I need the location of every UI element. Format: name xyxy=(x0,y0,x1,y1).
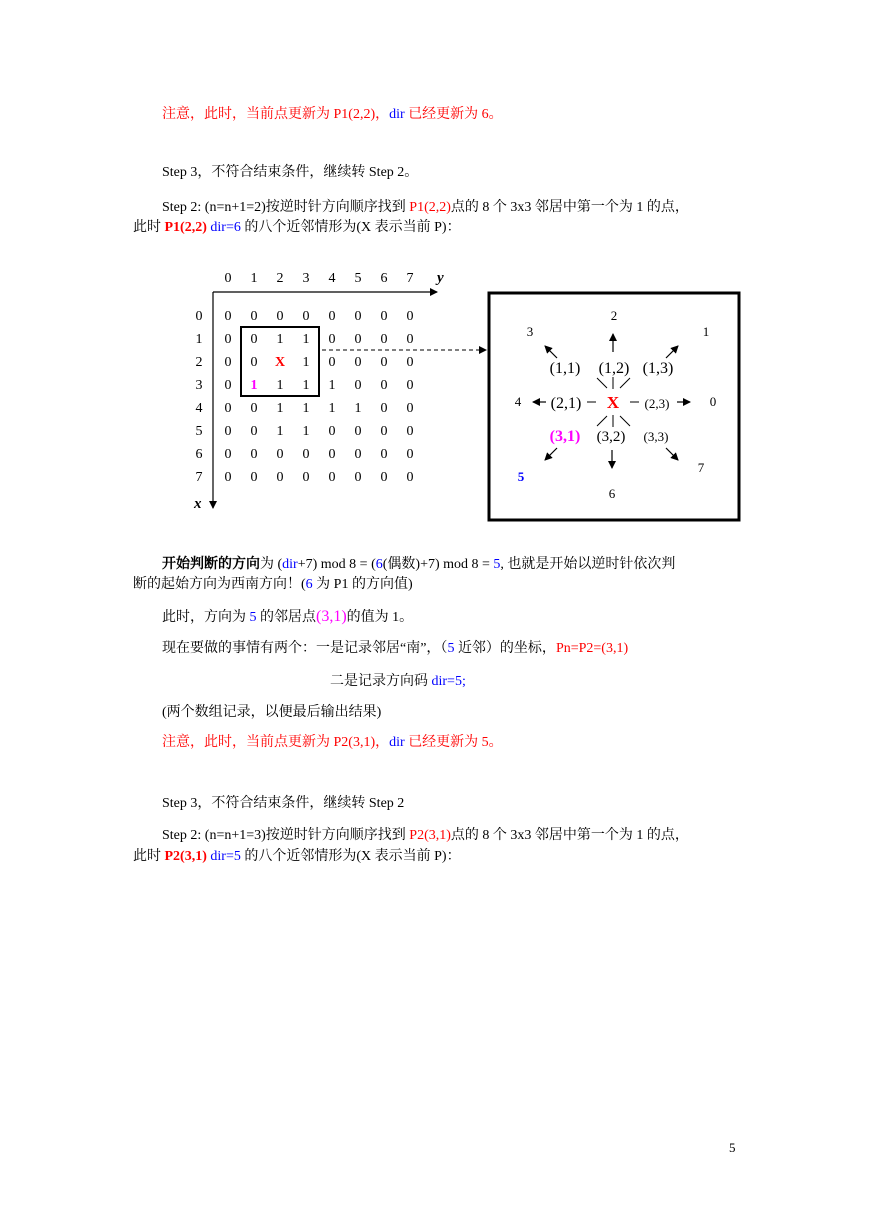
step3-line-2: Step 3，不符合结束条件，继续转 Step 2 xyxy=(162,796,405,811)
grid-cell: 0 xyxy=(406,378,414,393)
grid-cell: 0 xyxy=(380,378,388,393)
grid-cell-current: X xyxy=(274,355,286,370)
dir-4: 4 xyxy=(514,394,522,409)
note-line-1: 注意，此时，当前点更新为 P1(2,2)，dir 已经更新为 6。 xyxy=(162,107,503,122)
step2-line-2: 此时 P1(2,2) dir=6 的八个近邻情形为(X 表示当前 P)： xyxy=(133,220,461,235)
grid-cell: 0 xyxy=(328,332,336,347)
grid-cell: 0 xyxy=(380,355,388,370)
grid-cell: 0 xyxy=(380,332,388,347)
step2-line-1: Step 2: (n=n+1=2)按逆时针方向顺序找到 P1(2,2)点的 8 个 3x3 邻居中第一个为 1 的点， xyxy=(162,200,689,215)
dir-0: 0 xyxy=(709,394,717,409)
dir-2: 2 xyxy=(610,308,618,323)
todo-line-1: 现在要做的事情有两个：一是记录邻居“南”，（5 近邻）的坐标，Pn=P2=(3,1) xyxy=(162,641,629,656)
grid-cell: 1 xyxy=(302,378,310,393)
arrow-dir-7 xyxy=(666,448,678,460)
grid-cell: 1 xyxy=(354,401,362,416)
row-label: 1 xyxy=(195,332,203,347)
grid-cell: 0 xyxy=(250,470,258,485)
y-axis-label: y xyxy=(437,270,444,286)
col-label: 5 xyxy=(354,271,362,286)
grid-cell: 0 xyxy=(250,309,258,324)
neighbor-2-1: (2,1) xyxy=(550,395,582,412)
grid-cell: 0 xyxy=(380,447,388,462)
arrow-dir-1 xyxy=(666,346,678,358)
grid-cell: 0 xyxy=(224,378,232,393)
grid-cell: 0 xyxy=(380,470,388,485)
grid-cell: 0 xyxy=(328,447,336,462)
neighbor-1-1: (1,1) xyxy=(549,360,581,377)
center-x: X xyxy=(606,393,620,412)
grid-cell: 0 xyxy=(302,447,310,462)
grid-cell: 0 xyxy=(406,401,414,416)
note-text: 注意，此时，当前点更新为 P1(2,2)， xyxy=(162,107,390,122)
grid-cell: 0 xyxy=(354,424,362,439)
grid-cell: 1 xyxy=(276,378,284,393)
arrays-note-line: (两个数组记录，以便最后输出结果) xyxy=(162,705,382,720)
grid-cell: 0 xyxy=(224,355,232,370)
neighbor-1-2: (1,2) xyxy=(598,360,630,377)
row-label: 6 xyxy=(195,447,203,462)
grid-cell: 0 xyxy=(276,447,284,462)
grid-cell: 1 xyxy=(276,401,284,416)
dir-7: 7 xyxy=(697,460,705,475)
dir-1: 1 xyxy=(702,324,710,339)
grid-diagram xyxy=(0,0,869,540)
row-label: 3 xyxy=(195,378,203,393)
todo-line-2: 二是记录方向码 dir=5; xyxy=(330,674,466,689)
grid-cell: 0 xyxy=(250,447,258,462)
row-label: 5 xyxy=(195,424,203,439)
row-label: 0 xyxy=(195,309,203,324)
neighbor-3-1: (3,1) xyxy=(549,428,581,445)
grid-cell: 1 xyxy=(302,401,310,416)
grid-cell: 0 xyxy=(406,355,414,370)
dir-5: 5 xyxy=(517,469,525,484)
grid-cell: 0 xyxy=(380,309,388,324)
row-label: 4 xyxy=(195,401,203,416)
grid-cell: 0 xyxy=(302,309,310,324)
grid-cell: 0 xyxy=(224,424,232,439)
grid-cell: 0 xyxy=(328,355,336,370)
grid-cell: 1 xyxy=(328,378,336,393)
grid-cell: 0 xyxy=(406,424,414,439)
grid-cell: 0 xyxy=(354,447,362,462)
row-label: 7 xyxy=(195,470,203,485)
arrow-dir-3 xyxy=(545,346,557,358)
grid-cell: 0 xyxy=(276,309,284,324)
grid-cell: 0 xyxy=(380,401,388,416)
grid-cell: 0 xyxy=(224,309,232,324)
grid-cell: 0 xyxy=(354,332,362,347)
grid-cell: 0 xyxy=(250,424,258,439)
arrow-dir-5 xyxy=(545,448,557,460)
col-label: 3 xyxy=(302,271,310,286)
grid-cell: 0 xyxy=(250,401,258,416)
neighbor-value-line: 此时，方向为 5 的邻居点(3,1)的值为 1。 xyxy=(162,608,414,625)
col-label: 2 xyxy=(276,271,284,286)
page-number: 5 xyxy=(729,1140,736,1155)
grid-cell: 0 xyxy=(354,378,362,393)
dir-6: 6 xyxy=(608,486,616,501)
col-label: 4 xyxy=(328,271,336,286)
neighbor-3-3: (3,3) xyxy=(643,429,669,444)
grid-cell: 1 xyxy=(276,332,284,347)
grid-cell: 0 xyxy=(224,332,232,347)
grid-cell: 1 xyxy=(302,332,310,347)
grid-cell: 0 xyxy=(328,470,336,485)
grid-cell: 0 xyxy=(224,447,232,462)
neighbor-3-2: (3,2) xyxy=(596,429,626,445)
grid-cell: 1 xyxy=(302,424,310,439)
row-label: 2 xyxy=(195,355,203,370)
grid-cell: 1 xyxy=(302,355,310,370)
grid-cell: 0 xyxy=(406,332,414,347)
grid-cell: 0 xyxy=(380,424,388,439)
col-label: 6 xyxy=(380,271,388,286)
neighbor-1-3: (1,3) xyxy=(642,360,674,377)
step2-line-4: 此时 P2(3,1) dir=5 的八个近邻情形为(X 表示当前 P)： xyxy=(133,849,461,864)
neighbor-2-3: (2,3) xyxy=(644,396,670,411)
start-direction-line-2: 断的起始方向为西南方向！(6 为 P1 的方向值) xyxy=(133,577,413,592)
grid-cell: 0 xyxy=(354,355,362,370)
grid-cell: 0 xyxy=(250,332,258,347)
grid-cell: 0 xyxy=(406,447,414,462)
grid-cell: 0 xyxy=(328,309,336,324)
col-label: 0 xyxy=(224,271,232,286)
grid-cell: 0 xyxy=(276,470,284,485)
grid-cell: 1 xyxy=(276,424,284,439)
dir-3: 3 xyxy=(526,324,534,339)
note-line-2: 注意，此时，当前点更新为 P2(3,1)，dir 已经更新为 5。 xyxy=(162,735,503,750)
grid-cell: 0 xyxy=(224,470,232,485)
grid-cell: 0 xyxy=(302,470,310,485)
grid-cell: 0 xyxy=(250,355,258,370)
start-direction-line-1: 开始判断的方向为 (dir+7) mod 8 = (6(偶数)+7) mod 8 = 5, 也就是开始以逆时针依次判 xyxy=(162,557,676,572)
grid-cell: 0 xyxy=(224,401,232,416)
grid-cell: 1 xyxy=(328,401,336,416)
grid-cell: 0 xyxy=(406,309,414,324)
step2-line-3: Step 2: (n=n+1=3)按逆时针方向顺序找到 P2(3,1)点的 8 个 3x3 邻居中第一个为 1 的点， xyxy=(162,828,689,843)
grid-cell: 0 xyxy=(354,309,362,324)
grid-cell: 0 xyxy=(328,424,336,439)
grid-cell: 0 xyxy=(406,470,414,485)
step3-line-1: Step 3，不符合结束条件，继续转 Step 2。 xyxy=(162,165,419,180)
grid-cell-found: 1 xyxy=(250,378,258,393)
col-label: 7 xyxy=(406,271,414,286)
col-label: 1 xyxy=(250,271,258,286)
grid-cell: 0 xyxy=(354,470,362,485)
x-axis-label: x xyxy=(194,496,202,512)
